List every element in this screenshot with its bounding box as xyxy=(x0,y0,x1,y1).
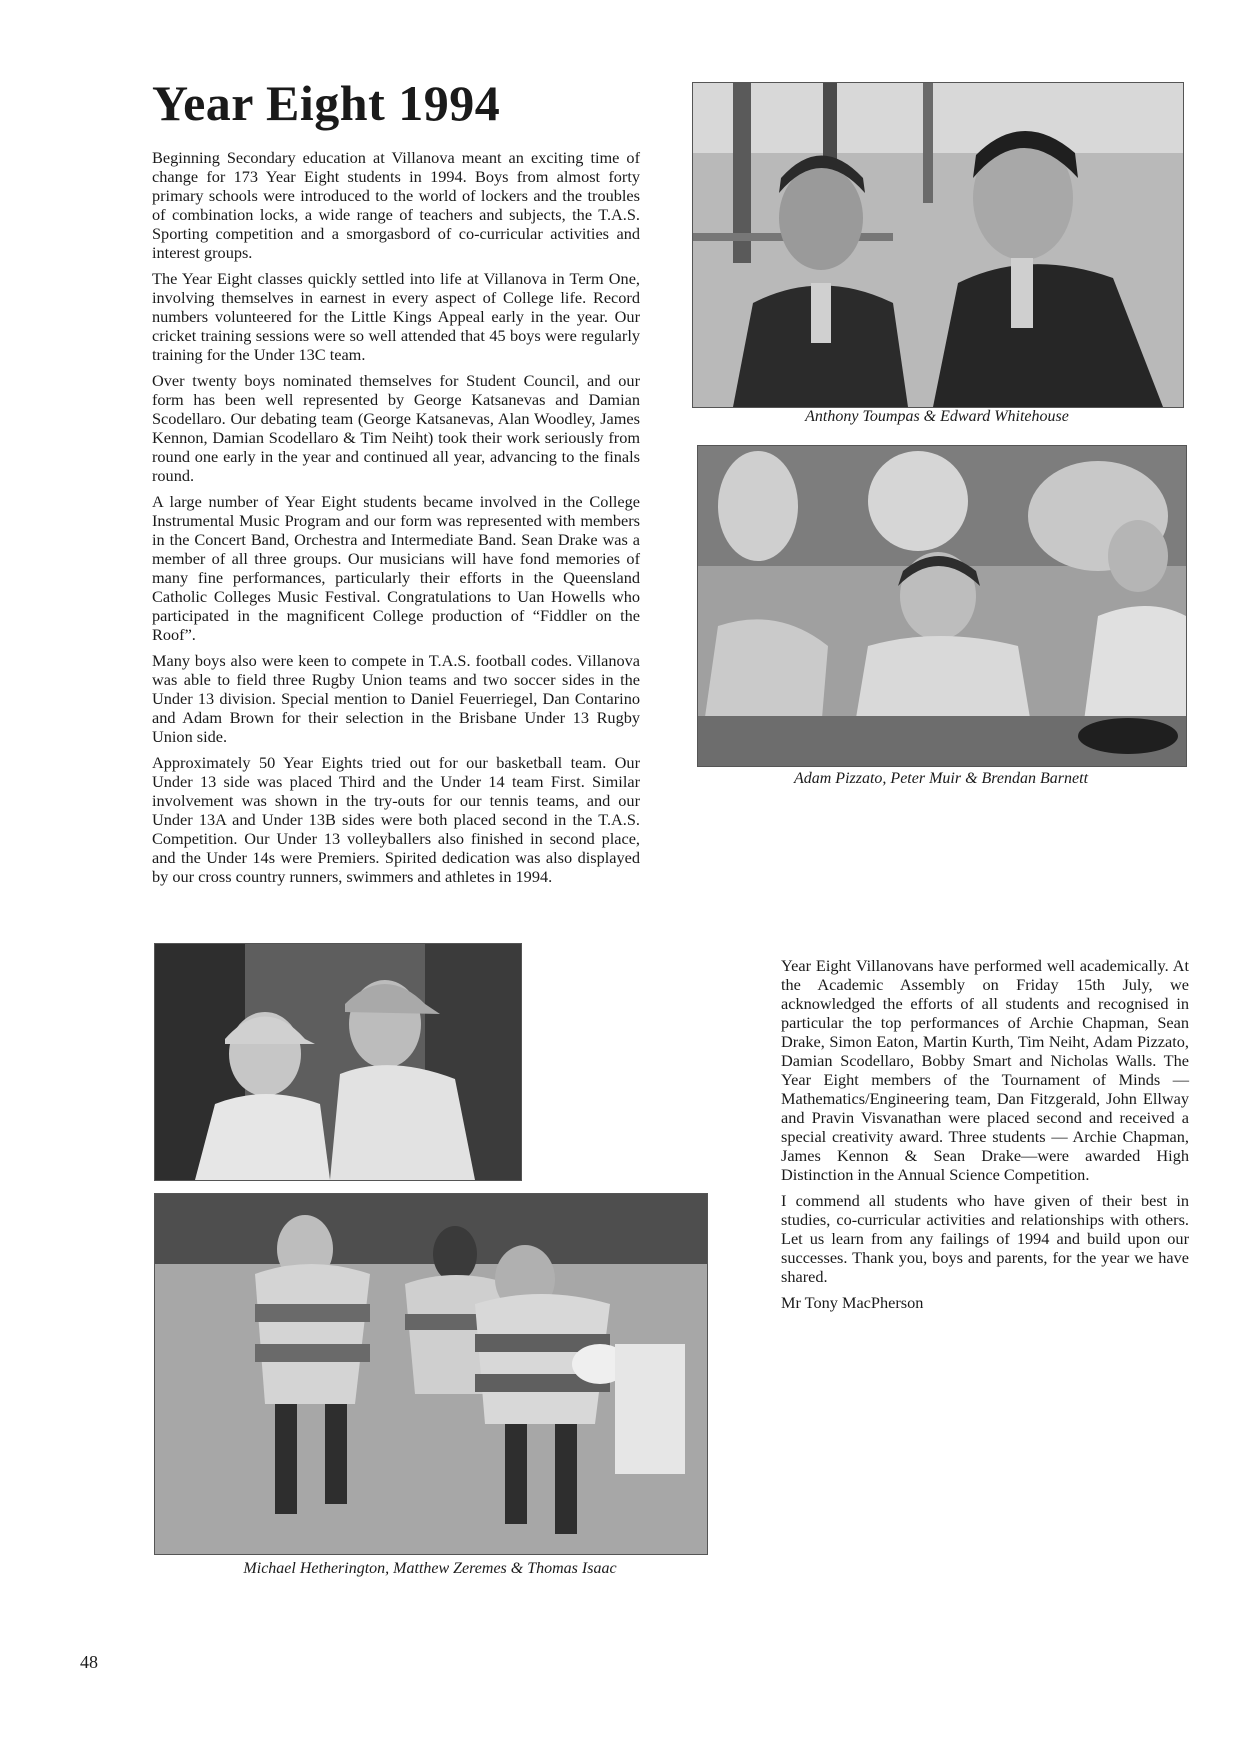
paragraph: Year Eight Villanovans have performed well academically. At the Academic Assembly on Friday 15th July, we acknowledged the efforts of all students and recognised in particular the top performances of Archie Chapman, Sean Drake, Simon Eaton, Martin Kurth, Tim Neiht, Adam Pizzato, Damian Scodellaro, Bobby Smart and Nicholas Walls. The Year Eight members of the Tournament of Minds — Mathematics/Engineering team, Dan Fitzgerald, John Ellway and Pravin Visvanathan were placed second and received a special creativity award. Three students — Archie Chapman, James Kennon & Sean Drake—were awarded High Distinction in the Annual Science Competition. xyxy=(781,956,1189,1184)
page-title: Year Eight 1994 xyxy=(152,75,501,131)
photo-boys-in-caps xyxy=(154,943,522,1181)
left-column-text xyxy=(152,148,640,893)
photo-caption: Anthony Toumpas & Edward Whitehouse xyxy=(805,408,1069,425)
photo-two-boys-uniform xyxy=(692,82,1184,408)
signature: Mr Tony MacPherson xyxy=(781,1293,924,1312)
photo-boys-sitting xyxy=(697,445,1187,767)
paragraph: Beginning Secondary education at Villanova meant an exciting time of change for 173 Year Eight students in 1994. Boys from almost forty primary schools were introduced to the world of lockers and the troubles of combination locks, a wide range of teachers and subjects, the T.A.S. Sporting competition and a smorgasbord of co-curricular activities and interest groups. xyxy=(152,148,640,262)
paragraph: The Year Eight classes quickly settled into life at Villanova in Term One, involving themselves in earnest in every aspect of College life. Record numbers volunteered for the Little Kings Appeal early in the year. Our cricket training sessions were so well attended that 45 boys were regularly training for the Under 13C team. xyxy=(152,269,640,364)
paragraph: Many boys also were keen to compete in T.A.S. football codes. Villanova was able to field three Rugby Union teams and two soccer sides in the Under 13 division. Special mention to Daniel Feuerriegel, Dan Contarino and Adam Brown for their selection in the Brisbane Under 13 Rugby Union side. xyxy=(152,651,640,746)
page-number: 48 xyxy=(80,1652,98,1672)
photo-caption: Michael Hetherington, Matthew Zeremes & Thomas Isaac xyxy=(243,1560,617,1577)
photo-rugby-match xyxy=(154,1193,708,1555)
right-column-text xyxy=(781,956,1189,1319)
paragraph: I commend all students who have given of their best in studies, co-curricular activities and relationships with others. Let us learn from any failings of 1994 and build upon our successes. Thank you, boys and parents, for the year we have shared. xyxy=(781,1191,1189,1286)
paragraph: Approximately 50 Year Eights tried out for our basketball team. Our Under 13 side was placed Third and the Under 14 team First. Similar involvement was shown in the try-outs for our tennis teams, and our Under 13A and Under 13B sides were both placed second in the T.A.S. Competition. Our Under 13 volleyballers also finished in second place, and the Under 14s were Premiers. Spirited dedication was also displayed by our cross country runners, swimmers and athletes in 1994. xyxy=(152,753,640,886)
paragraph: A large number of Year Eight students became involved in the College Instrumental Music Program and our form was represented with members in the Concert Band, Orchestra and Intermediate Band. Sean Drake was a member of all three groups. Our musicians will have fond memories of many fine performances, particularly their efforts in the Queensland Catholic Colleges Music Festival. Congratulations to Uan Howells who participated in the magnificent College production of “Fiddler on the Roof”. xyxy=(152,492,640,644)
photo-caption: Adam Pizzato, Peter Muir & Brendan Barnett xyxy=(793,770,1089,787)
paragraph: Over twenty boys nominated themselves for Student Council, and our form has been well represented by George Katsanevas and Damian Scodellaro. Our debating team (George Katsanevas, Alan Woodley, James Kennon, Damian Scodellaro & Tim Neiht) took their work seriously from round one early in the year and continued all year, advancing to the finals round. xyxy=(152,371,640,485)
